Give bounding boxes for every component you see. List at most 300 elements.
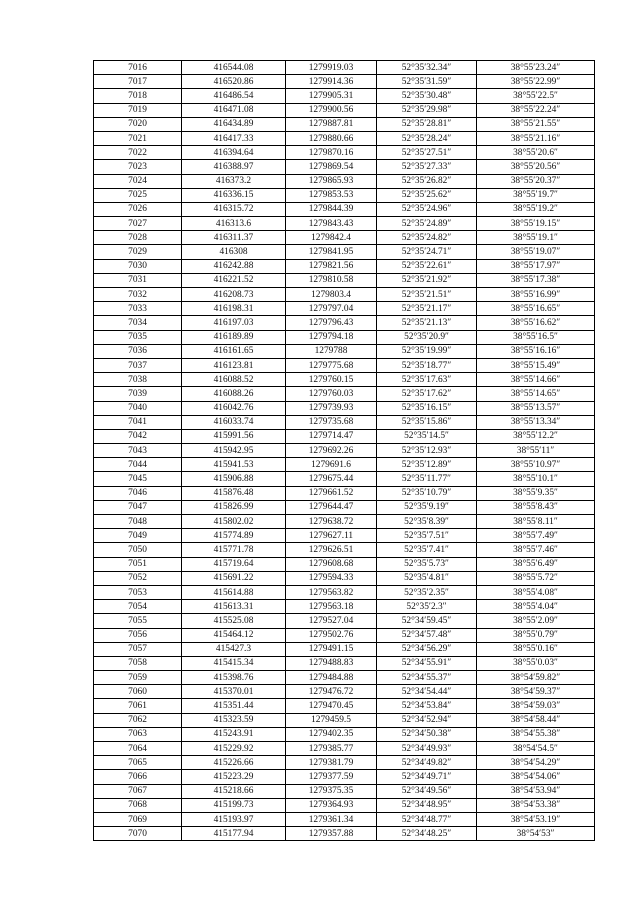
y-coordinate-cell: 1279502.76 bbox=[286, 628, 377, 642]
point-number-cell: 7068 bbox=[94, 798, 182, 812]
y-coordinate-cell: 1279797.04 bbox=[286, 302, 377, 316]
longitude-cell: 38°55′16.65″ bbox=[477, 302, 595, 316]
latitude-cell: 52°35′25.62″ bbox=[377, 188, 477, 202]
point-number-cell: 7035 bbox=[94, 330, 182, 344]
x-coordinate-cell: 415323.59 bbox=[182, 713, 286, 727]
longitude-cell: 38°55′7.49″ bbox=[477, 529, 595, 543]
x-coordinate-cell: 416311.37 bbox=[182, 231, 286, 245]
y-coordinate-cell: 1279381.79 bbox=[286, 756, 377, 770]
table-row bbox=[94, 302, 595, 316]
x-coordinate-cell: 415464.12 bbox=[182, 628, 286, 642]
longitude-cell: 38°55′8.43″ bbox=[477, 500, 595, 514]
longitude-cell: 38°55′19.2″ bbox=[477, 202, 595, 216]
x-coordinate-cell: 416198.31 bbox=[182, 302, 286, 316]
x-coordinate-cell: 416336.15 bbox=[182, 188, 286, 202]
y-coordinate-cell: 1279402.35 bbox=[286, 727, 377, 741]
longitude-cell: 38°54′53″ bbox=[477, 827, 595, 841]
latitude-cell: 52°34′54.44″ bbox=[377, 685, 477, 699]
y-coordinate-cell: 1279377.59 bbox=[286, 770, 377, 784]
longitude-cell: 38°55′9.35″ bbox=[477, 486, 595, 500]
table-row bbox=[94, 458, 595, 472]
point-number-cell: 7054 bbox=[94, 600, 182, 614]
table-row bbox=[94, 585, 595, 599]
x-coordinate-cell: 415218.66 bbox=[182, 784, 286, 798]
y-coordinate-cell: 1279608.68 bbox=[286, 557, 377, 571]
latitude-cell: 52°35′21.92″ bbox=[377, 273, 477, 287]
longitude-cell: 38°54′54.06″ bbox=[477, 770, 595, 784]
x-coordinate-cell: 415525.08 bbox=[182, 614, 286, 628]
table-row bbox=[94, 415, 595, 429]
y-coordinate-cell: 1279488.83 bbox=[286, 656, 377, 670]
latitude-cell: 52°34′48.95″ bbox=[377, 798, 477, 812]
point-number-cell: 7032 bbox=[94, 288, 182, 302]
longitude-cell: 38°55′22.5″ bbox=[477, 89, 595, 103]
y-coordinate-cell: 1279900.56 bbox=[286, 103, 377, 117]
point-number-cell: 7021 bbox=[94, 131, 182, 145]
point-number-cell: 7036 bbox=[94, 344, 182, 358]
y-coordinate-cell: 1279375.35 bbox=[286, 784, 377, 798]
y-coordinate-cell: 1279853.53 bbox=[286, 188, 377, 202]
table-row bbox=[94, 75, 595, 89]
point-number-cell: 7022 bbox=[94, 146, 182, 160]
table-row bbox=[94, 812, 595, 826]
x-coordinate-cell: 415906.88 bbox=[182, 472, 286, 486]
y-coordinate-cell: 1279775.68 bbox=[286, 358, 377, 372]
y-coordinate-cell: 1279821.56 bbox=[286, 259, 377, 273]
table-row bbox=[94, 543, 595, 557]
latitude-cell: 52°34′52.94″ bbox=[377, 713, 477, 727]
x-coordinate-cell: 415876.48 bbox=[182, 486, 286, 500]
table-row bbox=[94, 288, 595, 302]
point-number-cell: 7056 bbox=[94, 628, 182, 642]
x-coordinate-cell: 415177.94 bbox=[182, 827, 286, 841]
x-coordinate-cell: 416242.88 bbox=[182, 259, 286, 273]
point-number-cell: 7031 bbox=[94, 273, 182, 287]
point-number-cell: 7059 bbox=[94, 671, 182, 685]
point-number-cell: 7052 bbox=[94, 571, 182, 585]
table-row bbox=[94, 614, 595, 628]
x-coordinate-cell: 415229.92 bbox=[182, 742, 286, 756]
latitude-cell: 52°35′24.82″ bbox=[377, 231, 477, 245]
latitude-cell: 52°34′50.38″ bbox=[377, 727, 477, 741]
point-number-cell: 7041 bbox=[94, 415, 182, 429]
point-number-cell: 7065 bbox=[94, 756, 182, 770]
latitude-cell: 52°35′31.59″ bbox=[377, 75, 477, 89]
longitude-cell: 38°55′0.79″ bbox=[477, 628, 595, 642]
longitude-cell: 38°54′53.38″ bbox=[477, 798, 595, 812]
latitude-cell: 52°34′53.84″ bbox=[377, 699, 477, 713]
point-number-cell: 7064 bbox=[94, 742, 182, 756]
longitude-cell: 38°55′22.99″ bbox=[477, 75, 595, 89]
x-coordinate-cell: 415351.44 bbox=[182, 699, 286, 713]
latitude-cell: 52°35′32.34″ bbox=[377, 61, 477, 75]
point-number-cell: 7040 bbox=[94, 401, 182, 415]
latitude-cell: 52°35′19.99″ bbox=[377, 344, 477, 358]
x-coordinate-cell: 416486.54 bbox=[182, 89, 286, 103]
longitude-cell: 38°55′21.55″ bbox=[477, 117, 595, 131]
table-row bbox=[94, 316, 595, 330]
point-number-cell: 7046 bbox=[94, 486, 182, 500]
longitude-cell: 38°55′8.11″ bbox=[477, 515, 595, 529]
x-coordinate-cell: 415613.31 bbox=[182, 600, 286, 614]
point-number-cell: 7045 bbox=[94, 472, 182, 486]
table-row bbox=[94, 685, 595, 699]
table-row bbox=[94, 699, 595, 713]
table-row bbox=[94, 146, 595, 160]
latitude-cell: 52°35′28.24″ bbox=[377, 131, 477, 145]
latitude-cell: 52°35′14.5″ bbox=[377, 429, 477, 443]
longitude-cell: 38°55′12.2″ bbox=[477, 429, 595, 443]
point-number-cell: 7029 bbox=[94, 245, 182, 259]
point-number-cell: 7055 bbox=[94, 614, 182, 628]
y-coordinate-cell: 1279563.82 bbox=[286, 585, 377, 599]
y-coordinate-cell: 1279594.33 bbox=[286, 571, 377, 585]
latitude-cell: 52°35′15.86″ bbox=[377, 415, 477, 429]
x-coordinate-cell: 416315.72 bbox=[182, 202, 286, 216]
coordinates-table bbox=[93, 60, 595, 841]
table-row bbox=[94, 571, 595, 585]
longitude-cell: 38°55′2.09″ bbox=[477, 614, 595, 628]
longitude-cell: 38°54′53.94″ bbox=[477, 784, 595, 798]
latitude-cell: 52°34′49.71″ bbox=[377, 770, 477, 784]
point-number-cell: 7070 bbox=[94, 827, 182, 841]
table-row bbox=[94, 515, 595, 529]
table-row bbox=[94, 671, 595, 685]
latitude-cell: 52°35′30.48″ bbox=[377, 89, 477, 103]
point-number-cell: 7067 bbox=[94, 784, 182, 798]
point-number-cell: 7057 bbox=[94, 642, 182, 656]
latitude-cell: 52°35′9.19″ bbox=[377, 500, 477, 514]
table-row bbox=[94, 784, 595, 798]
table-row bbox=[94, 160, 595, 174]
longitude-cell: 38°54′59.37″ bbox=[477, 685, 595, 699]
point-number-cell: 7066 bbox=[94, 770, 182, 784]
table-row bbox=[94, 217, 595, 231]
latitude-cell: 52°34′49.82″ bbox=[377, 756, 477, 770]
latitude-cell: 52°34′49.56″ bbox=[377, 784, 477, 798]
point-number-cell: 7028 bbox=[94, 231, 182, 245]
x-coordinate-cell: 416088.26 bbox=[182, 387, 286, 401]
longitude-cell: 38°55′10.97″ bbox=[477, 458, 595, 472]
x-coordinate-cell: 415826.99 bbox=[182, 500, 286, 514]
y-coordinate-cell: 1279843.43 bbox=[286, 217, 377, 231]
y-coordinate-cell: 1279880.66 bbox=[286, 131, 377, 145]
y-coordinate-cell: 1279459.5 bbox=[286, 713, 377, 727]
latitude-cell: 52°35′12.89″ bbox=[377, 458, 477, 472]
table-row bbox=[94, 656, 595, 670]
y-coordinate-cell: 1279788 bbox=[286, 344, 377, 358]
y-coordinate-cell: 1279919.03 bbox=[286, 61, 377, 75]
latitude-cell: 52°35′24.71″ bbox=[377, 245, 477, 259]
x-coordinate-cell: 416417.33 bbox=[182, 131, 286, 145]
point-number-cell: 7019 bbox=[94, 103, 182, 117]
longitude-cell: 38°55′16.99″ bbox=[477, 288, 595, 302]
y-coordinate-cell: 1279476.72 bbox=[286, 685, 377, 699]
y-coordinate-cell: 1279914.36 bbox=[286, 75, 377, 89]
x-coordinate-cell: 416313.6 bbox=[182, 217, 286, 231]
y-coordinate-cell: 1279870.16 bbox=[286, 146, 377, 160]
point-number-cell: 7051 bbox=[94, 557, 182, 571]
x-coordinate-cell: 415223.29 bbox=[182, 770, 286, 784]
y-coordinate-cell: 1279563.18 bbox=[286, 600, 377, 614]
table-row bbox=[94, 245, 595, 259]
latitude-cell: 52°34′57.48″ bbox=[377, 628, 477, 642]
longitude-cell: 38°55′19.15″ bbox=[477, 217, 595, 231]
x-coordinate-cell: 415193.97 bbox=[182, 812, 286, 826]
x-coordinate-cell: 416544.08 bbox=[182, 61, 286, 75]
latitude-cell: 52°35′5.73″ bbox=[377, 557, 477, 571]
latitude-cell: 52°34′59.45″ bbox=[377, 614, 477, 628]
latitude-cell: 52°35′2.3″ bbox=[377, 600, 477, 614]
x-coordinate-cell: 416394.64 bbox=[182, 146, 286, 160]
latitude-cell: 52°34′48.77″ bbox=[377, 812, 477, 826]
point-number-cell: 7030 bbox=[94, 259, 182, 273]
longitude-cell: 38°54′54.29″ bbox=[477, 756, 595, 770]
longitude-cell: 38°54′59.82″ bbox=[477, 671, 595, 685]
latitude-cell: 52°35′27.33″ bbox=[377, 160, 477, 174]
y-coordinate-cell: 1279842.4 bbox=[286, 231, 377, 245]
table-row bbox=[94, 373, 595, 387]
latitude-cell: 52°35′26.82″ bbox=[377, 174, 477, 188]
latitude-cell: 52°35′29.98″ bbox=[377, 103, 477, 117]
point-number-cell: 7043 bbox=[94, 444, 182, 458]
latitude-cell: 52°35′21.13″ bbox=[377, 316, 477, 330]
latitude-cell: 52°35′21.17″ bbox=[377, 302, 477, 316]
longitude-cell: 38°55′23.24″ bbox=[477, 61, 595, 75]
table-row bbox=[94, 103, 595, 117]
point-number-cell: 7053 bbox=[94, 585, 182, 599]
latitude-cell: 52°34′48.25″ bbox=[377, 827, 477, 841]
y-coordinate-cell: 1279638.72 bbox=[286, 515, 377, 529]
longitude-cell: 38°54′58.44″ bbox=[477, 713, 595, 727]
x-coordinate-cell: 415719.64 bbox=[182, 557, 286, 571]
y-coordinate-cell: 1279887.81 bbox=[286, 117, 377, 131]
latitude-cell: 52°35′24.96″ bbox=[377, 202, 477, 216]
x-coordinate-cell: 416520.86 bbox=[182, 75, 286, 89]
x-coordinate-cell: 416388.97 bbox=[182, 160, 286, 174]
point-number-cell: 7048 bbox=[94, 515, 182, 529]
longitude-cell: 38°55′20.56″ bbox=[477, 160, 595, 174]
point-number-cell: 7018 bbox=[94, 89, 182, 103]
table-row bbox=[94, 259, 595, 273]
longitude-cell: 38°55′7.46″ bbox=[477, 543, 595, 557]
y-coordinate-cell: 1279905.31 bbox=[286, 89, 377, 103]
x-coordinate-cell: 415614.88 bbox=[182, 585, 286, 599]
x-coordinate-cell: 415370.01 bbox=[182, 685, 286, 699]
latitude-cell: 52°35′18.77″ bbox=[377, 358, 477, 372]
point-number-cell: 7026 bbox=[94, 202, 182, 216]
y-coordinate-cell: 1279626.51 bbox=[286, 543, 377, 557]
x-coordinate-cell: 416373.2 bbox=[182, 174, 286, 188]
point-number-cell: 7061 bbox=[94, 699, 182, 713]
table-row bbox=[94, 742, 595, 756]
longitude-cell: 38°55′13.34″ bbox=[477, 415, 595, 429]
longitude-cell: 38°54′59.03″ bbox=[477, 699, 595, 713]
point-number-cell: 7047 bbox=[94, 500, 182, 514]
y-coordinate-cell: 1279803.4 bbox=[286, 288, 377, 302]
point-number-cell: 7033 bbox=[94, 302, 182, 316]
table-row bbox=[94, 202, 595, 216]
point-number-cell: 7034 bbox=[94, 316, 182, 330]
latitude-cell: 52°35′22.61″ bbox=[377, 259, 477, 273]
y-coordinate-cell: 1279714.47 bbox=[286, 429, 377, 443]
longitude-cell: 38°55′16.5″ bbox=[477, 330, 595, 344]
longitude-cell: 38°55′4.08″ bbox=[477, 585, 595, 599]
x-coordinate-cell: 416471.08 bbox=[182, 103, 286, 117]
point-number-cell: 7039 bbox=[94, 387, 182, 401]
latitude-cell: 52°34′56.29″ bbox=[377, 642, 477, 656]
x-coordinate-cell: 416161.65 bbox=[182, 344, 286, 358]
latitude-cell: 52°35′2.35″ bbox=[377, 585, 477, 599]
x-coordinate-cell: 415427.3 bbox=[182, 642, 286, 656]
latitude-cell: 52°35′27.51″ bbox=[377, 146, 477, 160]
point-number-cell: 7042 bbox=[94, 429, 182, 443]
latitude-cell: 52°34′55.37″ bbox=[377, 671, 477, 685]
latitude-cell: 52°35′4.81″ bbox=[377, 571, 477, 585]
x-coordinate-cell: 415243.91 bbox=[182, 727, 286, 741]
x-coordinate-cell: 415226.66 bbox=[182, 756, 286, 770]
longitude-cell: 38°55′16.16″ bbox=[477, 344, 595, 358]
point-number-cell: 7058 bbox=[94, 656, 182, 670]
point-number-cell: 7049 bbox=[94, 529, 182, 543]
table-row bbox=[94, 600, 595, 614]
x-coordinate-cell: 416189.89 bbox=[182, 330, 286, 344]
y-coordinate-cell: 1279627.11 bbox=[286, 529, 377, 543]
x-coordinate-cell: 416434.89 bbox=[182, 117, 286, 131]
x-coordinate-cell: 416088.52 bbox=[182, 373, 286, 387]
point-number-cell: 7017 bbox=[94, 75, 182, 89]
longitude-cell: 38°55′21.16″ bbox=[477, 131, 595, 145]
y-coordinate-cell: 1279796.43 bbox=[286, 316, 377, 330]
longitude-cell: 38°54′55.38″ bbox=[477, 727, 595, 741]
longitude-cell: 38°55′19.1″ bbox=[477, 231, 595, 245]
latitude-cell: 52°35′7.51″ bbox=[377, 529, 477, 543]
latitude-cell: 52°35′11.77″ bbox=[377, 472, 477, 486]
table-row bbox=[94, 273, 595, 287]
latitude-cell: 52°35′12.93″ bbox=[377, 444, 477, 458]
y-coordinate-cell: 1279841.95 bbox=[286, 245, 377, 259]
x-coordinate-cell: 415991.56 bbox=[182, 429, 286, 443]
y-coordinate-cell: 1279691.6 bbox=[286, 458, 377, 472]
y-coordinate-cell: 1279794.18 bbox=[286, 330, 377, 344]
table-body bbox=[94, 61, 595, 841]
x-coordinate-cell: 415774.89 bbox=[182, 529, 286, 543]
table-row bbox=[94, 486, 595, 500]
x-coordinate-cell: 415415.34 bbox=[182, 656, 286, 670]
longitude-cell: 38°55′0.03″ bbox=[477, 656, 595, 670]
y-coordinate-cell: 1279527.04 bbox=[286, 614, 377, 628]
table-row bbox=[94, 231, 595, 245]
table-row bbox=[94, 756, 595, 770]
point-number-cell: 7069 bbox=[94, 812, 182, 826]
table-row bbox=[94, 401, 595, 415]
table-row bbox=[94, 387, 595, 401]
table-row bbox=[94, 117, 595, 131]
x-coordinate-cell: 415398.76 bbox=[182, 671, 286, 685]
table-row bbox=[94, 798, 595, 812]
table-row bbox=[94, 500, 595, 514]
table-row bbox=[94, 89, 595, 103]
latitude-cell: 52°35′16.15″ bbox=[377, 401, 477, 415]
longitude-cell: 38°55′14.65″ bbox=[477, 387, 595, 401]
point-number-cell: 7044 bbox=[94, 458, 182, 472]
point-number-cell: 7020 bbox=[94, 117, 182, 131]
y-coordinate-cell: 1279692.26 bbox=[286, 444, 377, 458]
y-coordinate-cell: 1279760.03 bbox=[286, 387, 377, 401]
table-row bbox=[94, 557, 595, 571]
table-row bbox=[94, 131, 595, 145]
point-number-cell: 7038 bbox=[94, 373, 182, 387]
latitude-cell: 52°35′17.63″ bbox=[377, 373, 477, 387]
x-coordinate-cell: 415942.95 bbox=[182, 444, 286, 458]
latitude-cell: 52°35′21.51″ bbox=[377, 288, 477, 302]
y-coordinate-cell: 1279385.77 bbox=[286, 742, 377, 756]
point-number-cell: 7037 bbox=[94, 358, 182, 372]
table-row bbox=[94, 628, 595, 642]
y-coordinate-cell: 1279675.44 bbox=[286, 472, 377, 486]
longitude-cell: 38°55′22.24″ bbox=[477, 103, 595, 117]
x-coordinate-cell: 416208.73 bbox=[182, 288, 286, 302]
point-number-cell: 7025 bbox=[94, 188, 182, 202]
latitude-cell: 52°35′24.89″ bbox=[377, 217, 477, 231]
x-coordinate-cell: 415691.22 bbox=[182, 571, 286, 585]
table-row bbox=[94, 827, 595, 841]
table-row bbox=[94, 61, 595, 75]
point-number-cell: 7027 bbox=[94, 217, 182, 231]
table-row bbox=[94, 344, 595, 358]
y-coordinate-cell: 1279810.58 bbox=[286, 273, 377, 287]
point-number-cell: 7050 bbox=[94, 543, 182, 557]
table-row bbox=[94, 727, 595, 741]
table-row bbox=[94, 429, 595, 443]
y-coordinate-cell: 1279644.47 bbox=[286, 500, 377, 514]
x-coordinate-cell: 416123.81 bbox=[182, 358, 286, 372]
y-coordinate-cell: 1279865.93 bbox=[286, 174, 377, 188]
longitude-cell: 38°55′15.49″ bbox=[477, 358, 595, 372]
x-coordinate-cell: 415941.53 bbox=[182, 458, 286, 472]
latitude-cell: 52°35′8.39″ bbox=[377, 515, 477, 529]
x-coordinate-cell: 416042.76 bbox=[182, 401, 286, 415]
longitude-cell: 38°55′10.1″ bbox=[477, 472, 595, 486]
y-coordinate-cell: 1279661.52 bbox=[286, 486, 377, 500]
table-row bbox=[94, 472, 595, 486]
latitude-cell: 52°34′55.91″ bbox=[377, 656, 477, 670]
longitude-cell: 38°55′5.72″ bbox=[477, 571, 595, 585]
latitude-cell: 52°35′17.62″ bbox=[377, 387, 477, 401]
y-coordinate-cell: 1279357.88 bbox=[286, 827, 377, 841]
longitude-cell: 38°54′54.5″ bbox=[477, 742, 595, 756]
table-row bbox=[94, 713, 595, 727]
x-coordinate-cell: 416308 bbox=[182, 245, 286, 259]
y-coordinate-cell: 1279491.15 bbox=[286, 642, 377, 656]
y-coordinate-cell: 1279361.34 bbox=[286, 812, 377, 826]
longitude-cell: 38°54′53.19″ bbox=[477, 812, 595, 826]
y-coordinate-cell: 1279869.54 bbox=[286, 160, 377, 174]
longitude-cell: 38°55′11″ bbox=[477, 444, 595, 458]
latitude-cell: 52°35′20.9″ bbox=[377, 330, 477, 344]
latitude-cell: 52°35′28.81″ bbox=[377, 117, 477, 131]
y-coordinate-cell: 1279484.88 bbox=[286, 671, 377, 685]
x-coordinate-cell: 416221.52 bbox=[182, 273, 286, 287]
table-row bbox=[94, 529, 595, 543]
table-row bbox=[94, 642, 595, 656]
y-coordinate-cell: 1279364.93 bbox=[286, 798, 377, 812]
longitude-cell: 38°55′20.37″ bbox=[477, 174, 595, 188]
table-row bbox=[94, 770, 595, 784]
point-number-cell: 7023 bbox=[94, 160, 182, 174]
longitude-cell: 38°55′13.57″ bbox=[477, 401, 595, 415]
point-number-cell: 7016 bbox=[94, 61, 182, 75]
